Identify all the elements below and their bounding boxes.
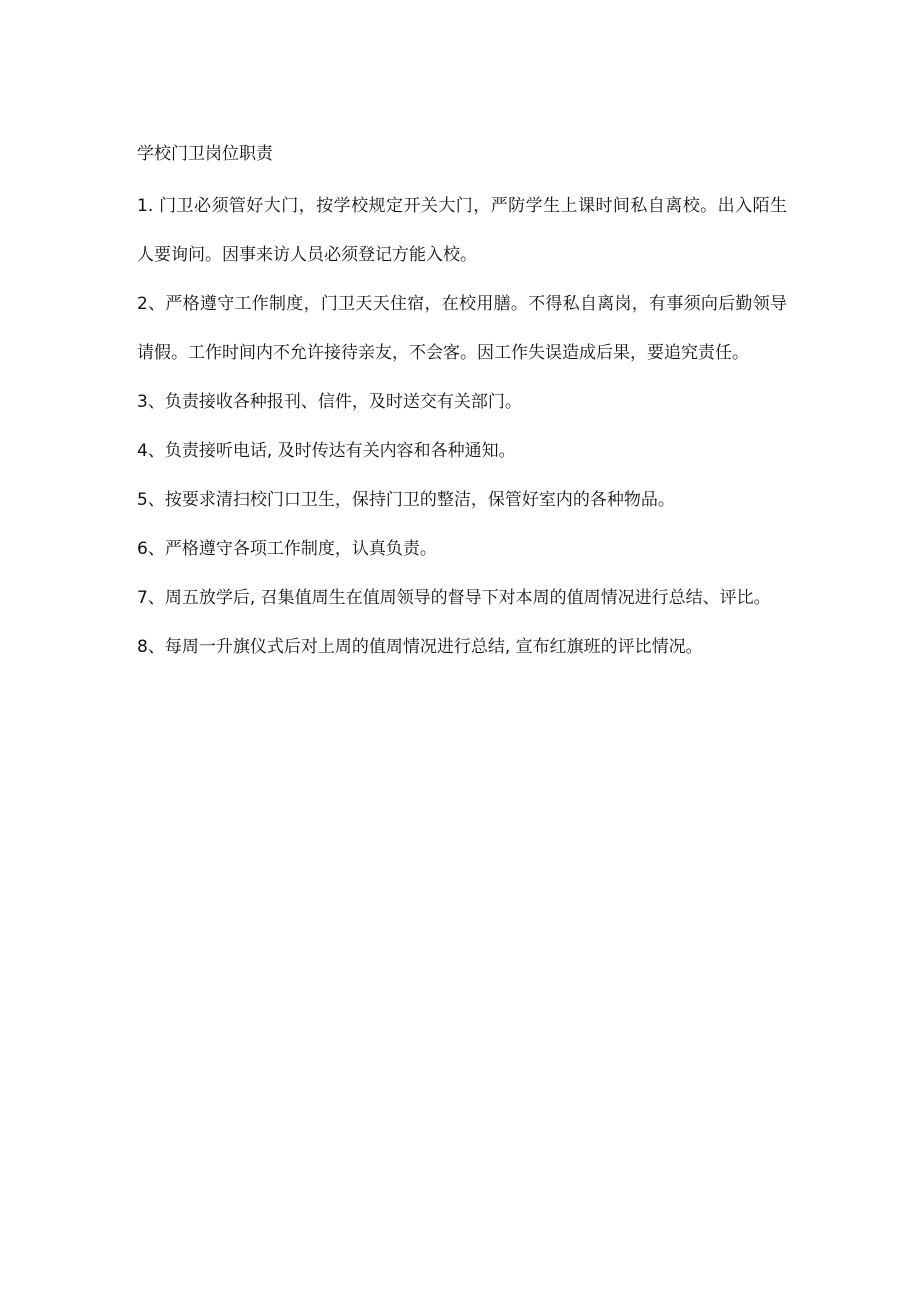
duty-item-2: 2、严格遵守工作制度，门卫天天住宿，在校用膳。不得私自离岗，有事须向后勤领导请假。工作时间内不允许接待亲友，不会客。因工作失误造成后果，要追究责任。 xyxy=(137,294,787,363)
duty-item-8: 8、每周一升旗仪式后对上周的值周情况进行总结, 宣布红旗班的评比情况。 xyxy=(137,637,703,657)
duty-item-5: 5、按要求清扫校门口卫生，保持门卫的整洁，保管好室内的各种物品。 xyxy=(137,490,675,510)
duty-item-3: 3、负责接收各种报刊、信件，及时送交有关部门。 xyxy=(137,392,522,412)
document-body xyxy=(137,138,787,672)
duty-item-6: 6、严格遵守各项工作制度，认真负责。 xyxy=(137,539,437,559)
document-title: 学校门卫岗位职责 xyxy=(137,144,273,164)
duty-item-1: 1. 门卫必须管好大门，按学校规定开关大门，严防学生上课时间私自离校。出入陌生人要询问。因事来访人员必须登记方能入校。 xyxy=(137,196,787,265)
duty-item-4: 4、负责接听电话, 及时传达有关内容和各种通知。 xyxy=(137,441,516,461)
duty-item-7: 7、周五放学后, 召集值周生在值周领导的督导下对本周的值周情况进行总结、评比。 xyxy=(137,588,771,608)
